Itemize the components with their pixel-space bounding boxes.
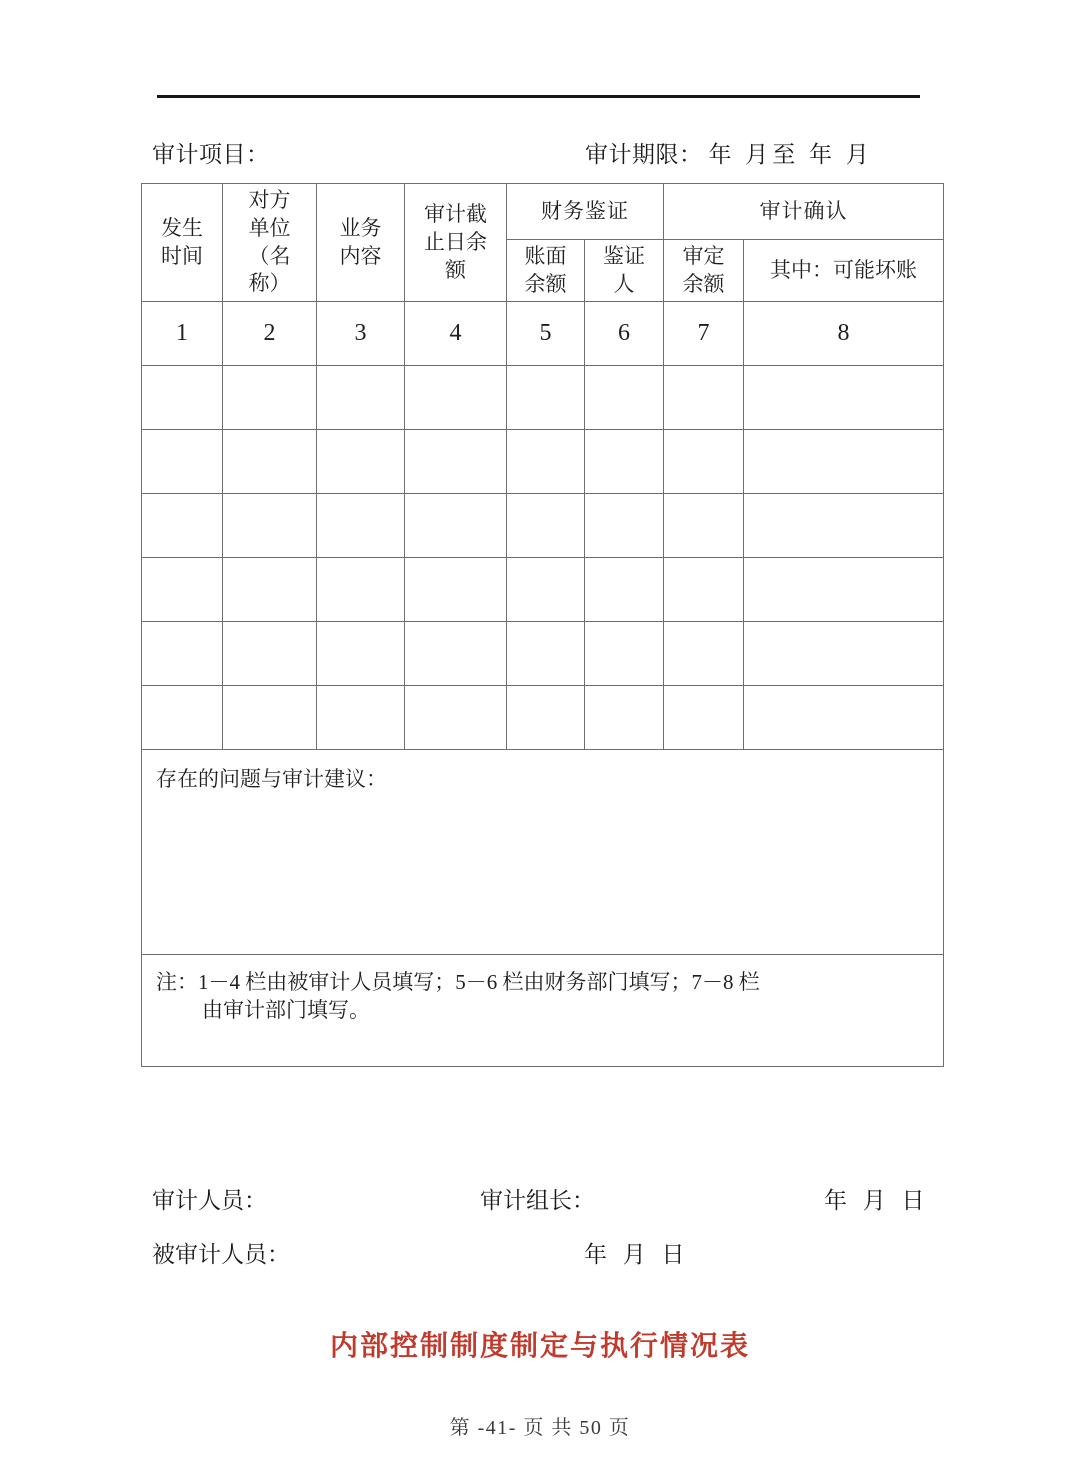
group-header-finance-verification: 财务鉴证 (507, 184, 664, 240)
column-header-business-content (317, 184, 405, 302)
table-cell[interactable] (223, 366, 317, 430)
auditor-label: 审计人员： (152, 1188, 267, 1213)
header-line: 人 (613, 271, 635, 296)
table-cell[interactable] (664, 494, 744, 558)
table-column-number-row (142, 302, 944, 366)
header-line: 其中：可能坏账 (770, 257, 917, 282)
table-group-header-row (142, 184, 944, 240)
audit-period-field (585, 136, 873, 169)
column-header-audit-cutoff-balance (405, 184, 507, 302)
table-cell[interactable] (223, 622, 317, 686)
table-cell[interactable] (507, 430, 585, 494)
header-line: 时间 (161, 243, 203, 268)
table-cell[interactable] (142, 622, 223, 686)
table-cell[interactable] (664, 622, 744, 686)
table-cell[interactable] (223, 686, 317, 750)
table-cell[interactable] (664, 430, 744, 494)
header-line: 审定 (682, 244, 725, 268)
table-cell[interactable] (223, 430, 317, 494)
group-header-audit-confirmation: 审计确认 (664, 184, 944, 240)
table-cell[interactable] (744, 558, 944, 622)
remark-note (142, 955, 944, 1067)
table-row[interactable] (142, 366, 944, 430)
remark-line-1: 注：1－4 栏由被审计人员填写；5－6 栏由财务部门填写；7－8 栏 (156, 970, 760, 995)
table-row[interactable] (142, 686, 944, 750)
header-line: 余额 (682, 271, 725, 296)
header-line: 余额 (524, 271, 567, 296)
column-number-7: 7 (664, 302, 744, 366)
column-number-6: 6 (585, 302, 664, 366)
header-line: 业务 (339, 216, 382, 240)
table-cell[interactable] (507, 494, 585, 558)
table-cell[interactable] (223, 558, 317, 622)
table-cell[interactable] (223, 494, 317, 558)
header-line: 审计截 (424, 202, 487, 227)
table-cell[interactable] (585, 494, 664, 558)
column-header-audited-balance (664, 240, 744, 302)
table-cell[interactable] (744, 622, 944, 686)
header-line: 发生 (161, 216, 203, 240)
signature-block (152, 1182, 952, 1290)
table-row[interactable] (142, 558, 944, 622)
table-cell[interactable] (744, 686, 944, 750)
table-cell[interactable] (317, 622, 405, 686)
signature-row-auditee (152, 1236, 952, 1290)
column-header-counterparty-unit (223, 184, 317, 302)
table-cell[interactable] (507, 686, 585, 750)
header-line: 单位 (248, 216, 291, 240)
column-header-possible-bad-debt (744, 240, 944, 302)
table-cell[interactable] (142, 366, 223, 430)
column-number-3: 3 (317, 302, 405, 366)
column-header-occurrence-time (142, 184, 223, 302)
table-cell[interactable] (664, 686, 744, 750)
table-cell[interactable] (585, 430, 664, 494)
header-line: 止日余 (424, 229, 487, 254)
problems-suggestions-row[interactable] (142, 750, 944, 955)
table-cell[interactable] (507, 366, 585, 430)
table-cell[interactable] (405, 430, 507, 494)
auditee-date-placeholder: 年 月 日 (584, 1242, 690, 1267)
header-line: 账面 (524, 244, 567, 268)
table-cell[interactable] (405, 622, 507, 686)
header-line: 额 (445, 257, 466, 282)
auditee-label: 被审计人员： (152, 1242, 290, 1267)
table-cell[interactable] (744, 430, 944, 494)
table-cell[interactable] (664, 558, 744, 622)
remark-line-2: 由审计部门填写。 (202, 998, 370, 1023)
table-cell[interactable] (664, 366, 744, 430)
table-cell[interactable] (405, 494, 507, 558)
table-cell[interactable] (507, 558, 585, 622)
table-cell[interactable] (405, 366, 507, 430)
table-cell[interactable] (744, 366, 944, 430)
table-cell[interactable] (585, 366, 664, 430)
form-header (152, 136, 942, 172)
table-cell[interactable] (405, 558, 507, 622)
audit-project-label: 审计项目： (152, 142, 270, 167)
table-cell[interactable] (405, 686, 507, 750)
table-cell[interactable] (317, 494, 405, 558)
signature-row-auditor (152, 1182, 952, 1236)
auditor-date-placeholder: 年 月 日 (824, 1188, 930, 1213)
table-cell[interactable] (142, 494, 223, 558)
table-cell[interactable] (585, 622, 664, 686)
column-header-verifier (585, 240, 664, 302)
header-line: 称） (248, 271, 291, 296)
remark-row (142, 955, 944, 1067)
column-number-5: 5 (507, 302, 585, 366)
top-horizontal-rule (157, 95, 920, 98)
table-cell[interactable] (744, 494, 944, 558)
table-cell[interactable] (317, 686, 405, 750)
column-number-1: 1 (142, 302, 223, 366)
page-footer: 第 -41- 页 共 50 页 (449, 1417, 631, 1439)
table-cell[interactable] (585, 558, 664, 622)
audit-leader-label: 审计组长： (480, 1188, 595, 1213)
table-cell[interactable] (142, 558, 223, 622)
table-cell[interactable] (142, 430, 223, 494)
table-cell[interactable] (317, 558, 405, 622)
table-cell[interactable] (585, 686, 664, 750)
table-row[interactable] (142, 622, 944, 686)
table-cell[interactable] (142, 686, 223, 750)
header-line: 内容 (339, 243, 382, 268)
table-cell[interactable] (317, 430, 405, 494)
header-line: 对方 (248, 188, 291, 213)
table-row[interactable] (142, 494, 944, 558)
problems-suggestions-label[interactable]: 存在的问题与审计建议： (142, 750, 944, 955)
table-cell[interactable] (507, 622, 585, 686)
header-line: （名 (248, 243, 291, 268)
table-row[interactable] (142, 430, 944, 494)
column-number-4: 4 (405, 302, 507, 366)
next-section-title: 内部控制制度制定与执行情况表 (329, 1331, 750, 1362)
header-line: 鉴证 (603, 244, 645, 268)
column-number-2: 2 (223, 302, 317, 366)
column-number-8: 8 (744, 302, 944, 366)
audit-period-value: 年 月至 年 月 (708, 142, 873, 167)
column-header-book-balance (507, 240, 585, 302)
audit-receivables-table (141, 183, 944, 1067)
table-cell[interactable] (317, 366, 405, 430)
audit-period-label: 审计期限： (585, 142, 703, 167)
